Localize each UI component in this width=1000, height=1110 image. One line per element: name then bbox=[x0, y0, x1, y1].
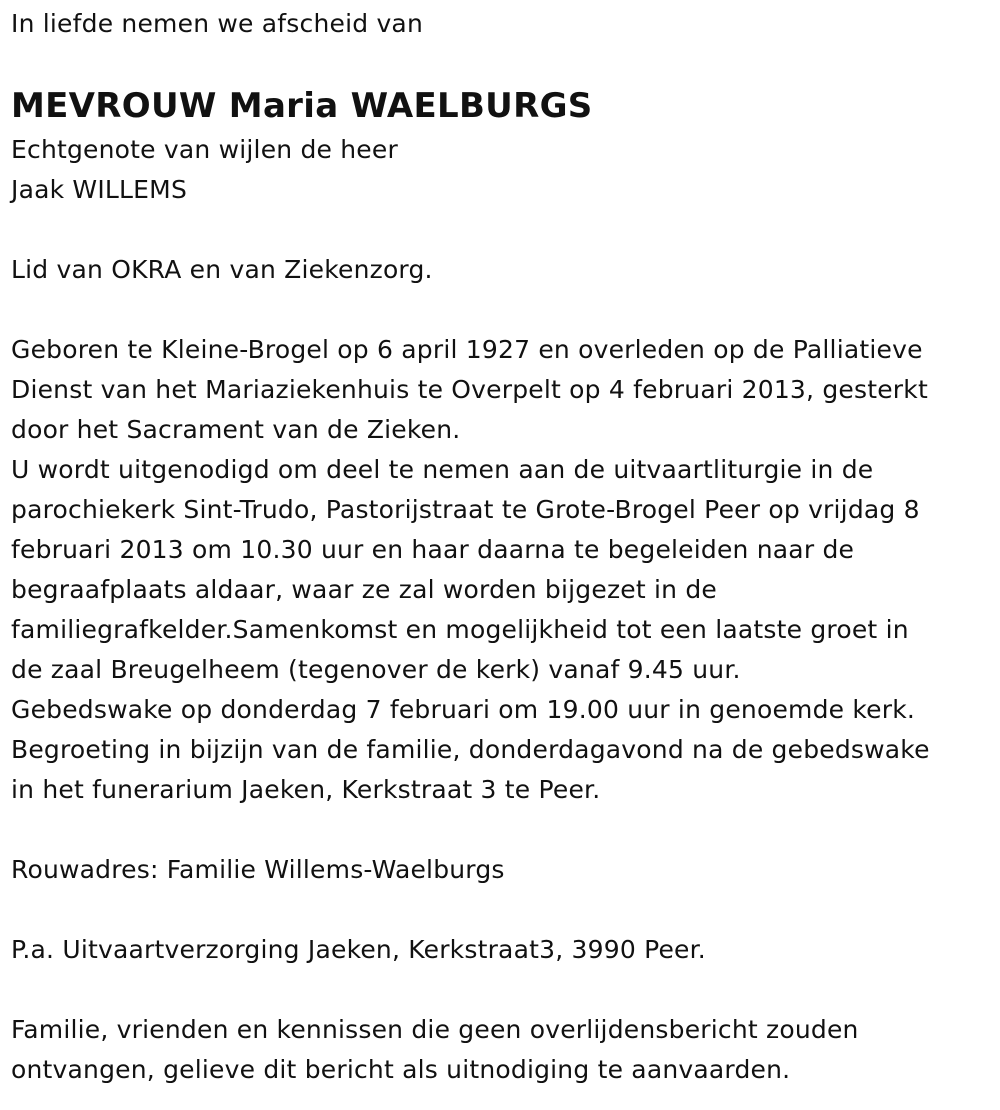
deceased-name: MEVROUW Maria WAELBURGS bbox=[11, 86, 593, 126]
details-line: familiegrafkelder.Samenkomst en mogelijkheid tot een laatste groet in bbox=[11, 615, 909, 644]
details-line: begraafplaats aldaar, waar ze zal worden bijgezet in de bbox=[11, 575, 717, 604]
intro-text: In liefde nemen we afscheid van bbox=[11, 9, 423, 38]
membership-text: Lid van OKRA en van Ziekenzorg. bbox=[11, 255, 433, 284]
spacer bbox=[11, 810, 991, 850]
details-line: in het funerarium Jaeken, Kerkstraat 3 te Peer. bbox=[11, 775, 601, 804]
spouse-line: Echtgenote van wijlen de heer bbox=[11, 135, 398, 164]
details-line: U wordt uitgenodigd om deel te nemen aan de uitvaartliturgie in de bbox=[11, 455, 874, 484]
details-line: Dienst van het Mariaziekenhuis te Overpelt op 4 februari 2013, gesterkt bbox=[11, 375, 928, 404]
spacer bbox=[11, 210, 991, 250]
details-line: februari 2013 om 10.30 uur en haar daarna te begeleiden naar de bbox=[11, 535, 855, 564]
details-line: Geboren te Kleine-Brogel op 6 april 1927 en overleden op de Palliatieve bbox=[11, 335, 923, 364]
closing-line: Familie, vrienden en kennissen die geen overlijdensbericht zouden bbox=[11, 1015, 859, 1044]
details-line: de zaal Breugelheem (tegenover de kerk) vanaf 9.45 uur. bbox=[11, 655, 741, 684]
spacer bbox=[11, 890, 991, 930]
spacer bbox=[11, 290, 991, 330]
care-of-address: P.a. Uitvaartverzorging Jaeken, Kerkstraat3, 3990 Peer. bbox=[11, 935, 706, 964]
details-line: door het Sacrament van de Zieken. bbox=[11, 415, 461, 444]
details-line: Begroeting in bijzijn van de familie, donderdagavond na de gebedswake bbox=[11, 735, 930, 764]
details-line: Gebedswake op donderdag 7 februari om 19.00 uur in genoemde kerk. bbox=[11, 695, 916, 724]
spouse-name: Jaak WILLEMS bbox=[11, 175, 188, 204]
spacer bbox=[11, 970, 991, 1010]
details-line: parochiekerk Sint-Trudo, Pastorijstraat te Grote-Brogel Peer op vrijdag 8 bbox=[11, 495, 920, 524]
mourning-address: Rouwadres: Familie Willems-Waelburgs bbox=[11, 855, 505, 884]
closing-line: ontvangen, gelieve dit bericht als uitnodiging te aanvaarden. bbox=[11, 1055, 791, 1084]
obituary-notice bbox=[11, 4, 991, 1090]
